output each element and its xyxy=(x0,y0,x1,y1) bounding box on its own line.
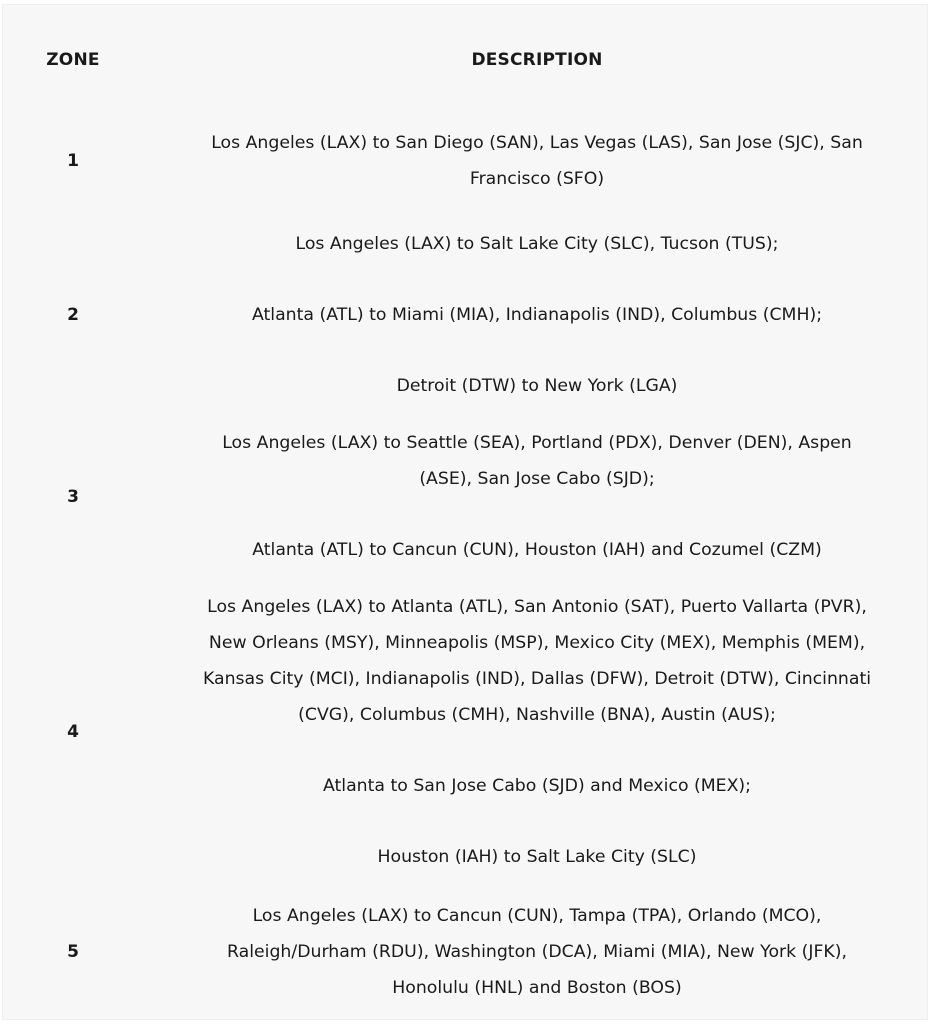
route-paragraph xyxy=(157,898,917,1006)
route-line: (ASE), San Jose Cabo (SJD); xyxy=(419,469,655,489)
route-line: Los Angeles (LAX) to Cancun (CUN), Tampa (TPA), Orlando (MCO), xyxy=(252,906,822,926)
zone-number: 1 xyxy=(67,151,79,171)
route-paragraph: Houston (IAH) to Salt Lake City (SLC) xyxy=(377,847,697,867)
route-line: Los Angeles (LAX) to San Diego (SAN), Las Vegas (LAS), San Jose (SJC), San xyxy=(211,133,863,153)
route-paragraph: Los Angeles (LAX) to Salt Lake City (SLC), Tucson (TUS); xyxy=(295,234,779,254)
route-line: Raleigh/Durham (RDU), Washington (DCA), Miami (MIA), New York (JFK), xyxy=(227,942,847,962)
route-paragraph: Atlanta to San Jose Cabo (SJD) and Mexico (MEX); xyxy=(323,776,751,796)
route-line: (CVG), Columbus (CMH), Nashville (BNA), Austin (AUS); xyxy=(298,705,776,725)
route-line: Honolulu (HNL) and Boston (BOS) xyxy=(392,978,682,998)
zone-description xyxy=(157,226,917,404)
route-paragraph: Atlanta (ATL) to Miami (MIA), Indianapolis (IND), Columbus (CMH); xyxy=(251,305,823,325)
route-paragraph xyxy=(157,125,917,197)
zone-description xyxy=(157,125,917,197)
route-paragraph: Detroit (DTW) to New York (LGA) xyxy=(396,376,678,396)
route-paragraph xyxy=(157,425,917,497)
route-paragraph xyxy=(157,589,917,733)
route-line: Los Angeles (LAX) to Atlanta (ATL), San Antonio (SAT), Puerto Vallarta (PVR), xyxy=(207,597,867,617)
zone-number: 5 xyxy=(67,942,79,962)
zone-number: 3 xyxy=(67,487,79,507)
zone-column-header: ZONE xyxy=(46,50,100,70)
zone-description xyxy=(157,425,917,568)
route-line: New Orleans (MSY), Minneapolis (MSP), Mexico City (MEX), Memphis (MEM), xyxy=(208,633,866,653)
route-paragraph: Atlanta (ATL) to Cancun (CUN), Houston (IAH) and Cozumel (CZM) xyxy=(252,540,822,560)
route-line: Francisco (SFO) xyxy=(469,169,605,189)
description-column-header: DESCRIPTION xyxy=(471,50,603,70)
zone-description xyxy=(157,898,917,1006)
route-line: Los Angeles (LAX) to Seattle (SEA), Portland (PDX), Denver (DEN), Aspen xyxy=(222,433,852,453)
route-line: Kansas City (MCI), Indianapolis (IND), Dallas (DFW), Detroit (DTW), Cincinnati xyxy=(202,669,872,689)
zone-description xyxy=(157,589,917,875)
zone-number: 2 xyxy=(67,305,79,325)
zone-table xyxy=(2,4,928,1020)
zone-number: 4 xyxy=(67,722,79,742)
